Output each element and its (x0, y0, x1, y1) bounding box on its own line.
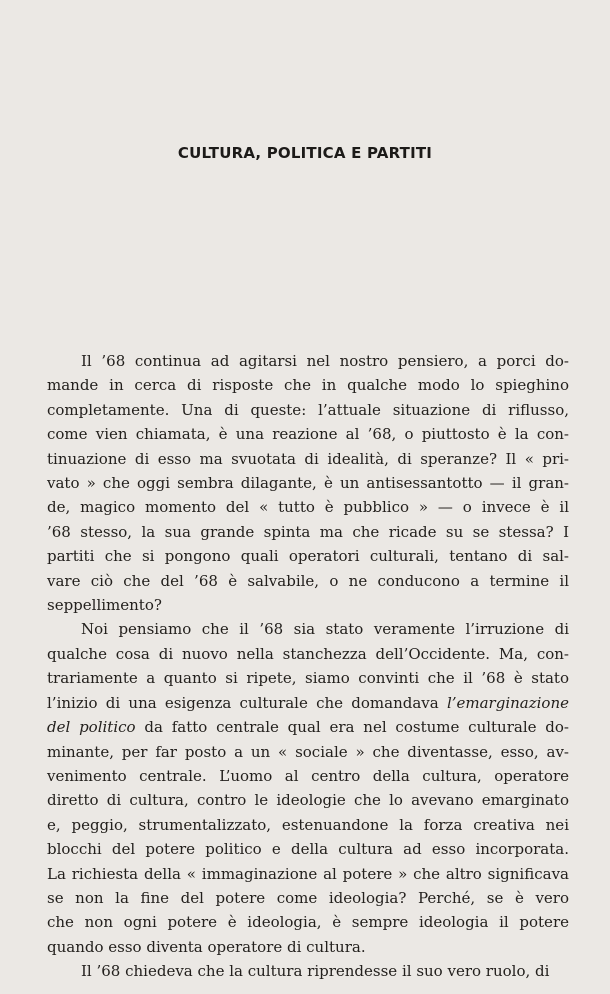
italic-text: del politico (47, 718, 136, 737)
chapter-title: CULTURA, POLITICA E PARTITI (177, 144, 433, 162)
text-line: se non la fine del potere come ideologia? Perché, se è vero (47, 888, 569, 907)
text-line: diretto di cultura, contro le ideologie che lo avevano emarginato (47, 791, 569, 810)
text-line: come vien chiamata, è una reazione al ’68, o piuttosto è la con- (47, 425, 569, 444)
text-line: del politico da fatto centrale qual era nel costume culturale do- (47, 718, 570, 737)
text-line: de, magico momento del « tutto è pubblico » — o invece è il (47, 498, 569, 517)
italic-text: l’emarginazione (446, 693, 569, 712)
text-line: completamente. Una di queste: l’attuale situazione di riflusso, (47, 400, 569, 419)
text-line: che non ogni potere è ideologia, è sempre ideologia il potere (47, 913, 569, 932)
text-line: e, peggio, strumentalizzato, estenuandone la forza creativa nei (47, 815, 569, 834)
text-line: trariamente a quanto si ripete, siamo convinti che il ’68 è stato (47, 669, 569, 688)
text-line: seppellimento? (47, 596, 162, 615)
text-line: vare ciò che del ’68 è salvabile, o ne conducono a termine il (47, 571, 569, 590)
text-line: ’68 stesso, la sua grande spinta ma che ricade su se stessa? I (47, 522, 569, 541)
text-line: Noi pensiamo che il ’68 sia stato veramente l’irruzione di (81, 620, 569, 639)
text-line: vato » che oggi sembra dilagante, è un antisessantotto — il gran- (47, 474, 569, 493)
text-line: La richiesta della « immaginazione al potere » che altro significava (47, 864, 569, 883)
text-line: partiti che si pongono quali operatori culturali, tentano di sal- (47, 547, 569, 566)
text-line: quando esso diventa operatore di cultura. (47, 937, 366, 956)
text-line: minante, per far posto a un « sociale » che diventasse, esso, av- (47, 742, 569, 761)
text-line: l’inizio di una esigenza culturale che domandava l’emarginazione (47, 693, 569, 712)
text-line: mande in cerca di risposte che in qualche modo lo spieghino (47, 376, 569, 395)
text-line: qualche cosa di nuovo nella stanchezza dell’Occidente. Ma, con- (47, 644, 569, 663)
text-line: venimento centrale. L’uomo al centro della cultura, operatore (47, 766, 569, 785)
text-line: Il ’68 chiedeva che la cultura riprendesse il suo vero ruolo, di (81, 962, 550, 981)
text-line: tinuazione di esso ma svuotata di idealità, di speranze? Il « pri- (47, 449, 569, 468)
paragraph (47, 959, 569, 983)
body-text (47, 349, 569, 984)
paragraph (47, 617, 569, 959)
paragraph (47, 349, 569, 617)
text-line: Il ’68 continua ad agitarsi nel nostro pensiero, a porci do- (81, 352, 569, 370)
text-line: blocchi del potere politico e della cultura ad esso incorporata. (47, 840, 569, 859)
